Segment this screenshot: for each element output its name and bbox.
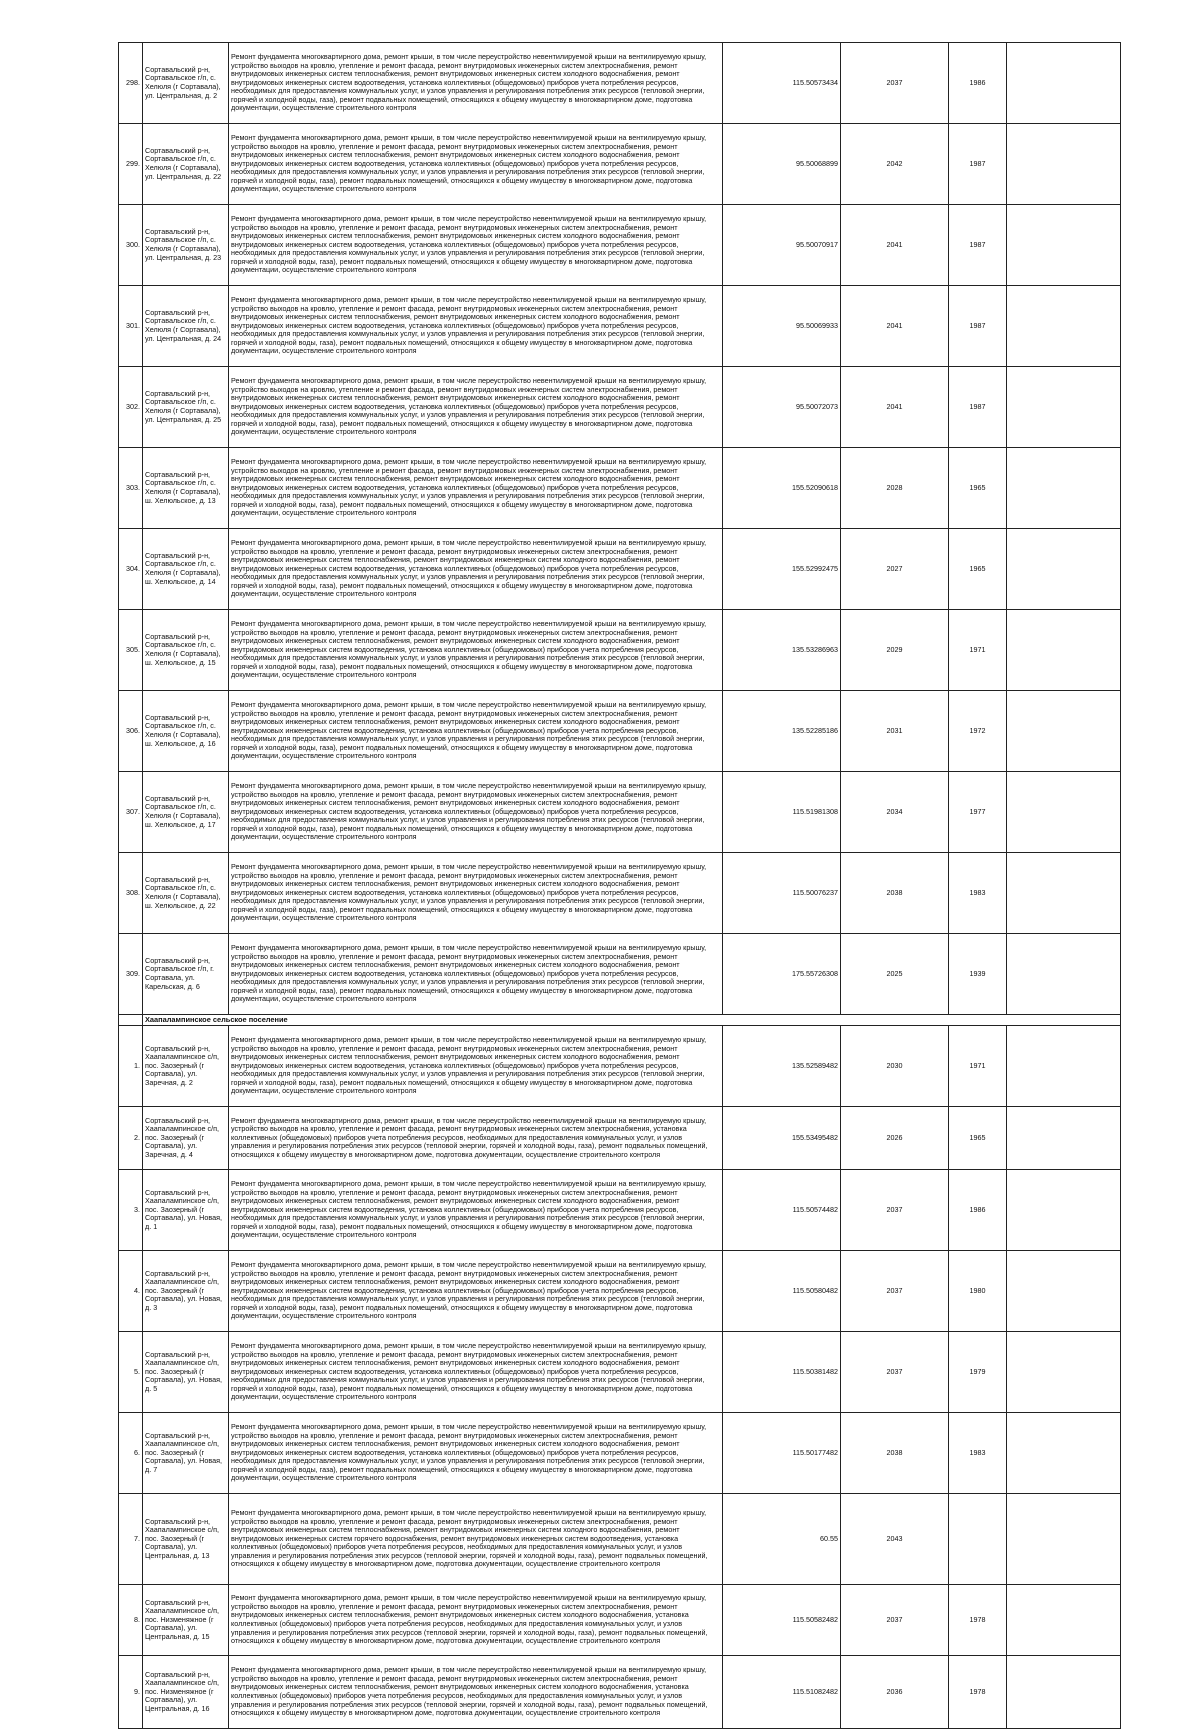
row-number: 1. bbox=[119, 1026, 143, 1107]
row-address: Сортавальский р-н, Хаапалампинское с/п, пос. Заозерный (г Сортавала), ул. Новая, д. 5 bbox=[143, 1332, 229, 1413]
row-planned-year: 2041 bbox=[841, 286, 949, 367]
row-works: Ремонт фундамента многоквартирного дома, ремонт крыши, в том числе переустройство невентилируемой крыши на вентилируемую крышу, устройство выходов на кровлю, утепление и ремонт фасада, ремонт внутридомовых инженерных систем электроснабжения, ремонт внутридомовых инженерных систем теплоснабжения, ремонт внутридомовых инженерных систем холодного водоснабжения, ремонт внутридомовых инженерных систем горячего водоснабжения, ремонт внутридомовых инженерных систем водоотведения, установка коллективных (общедомовых) приборов учета потребления ресурсов, необходимых для предоставления коммунальных услуг, и узлов управления и регулирования потребления этих ресурсов (тепловой энергии, горячей и холодной воды, газа), ремонт подвальных помещений, относящихся к общему имуществу в многоквартирном доме, подготовка документации, осуществление строительного контроля bbox=[229, 1494, 723, 1585]
table-row bbox=[119, 934, 1121, 1015]
row-build-year: 1977 bbox=[949, 772, 1007, 853]
row-address: Сортавальский р-н, Сортавальское г/п, г. Сортавала, ул. Карельская, д. 6 bbox=[143, 934, 229, 1015]
table-row bbox=[119, 1494, 1121, 1585]
row-works: Ремонт фундамента многоквартирного дома, ремонт крыши, в том числе переустройство невентилируемой крыши на вентилируемую крышу, устройство выходов на кровлю, утепление и ремонт фасада, ремонт внутридомовых инженерных систем электроснабжения, ремонт внутридомовых инженерных систем теплоснабжения, ремонт внутридомовых инженерных систем холодного водоснабжения, ремонт внутридомовых инженерных систем водоотведения, установка коллективных (общедомовых) приборов учета потребления ресурсов, необходимых для предоставления коммунальных услуг, и узлов управления и регулирования потребления этих ресурсов (тепловой энергии, горячей и холодной воды, газа), ремонт подвальных помещений, относящихся к общему имуществу в многоквартирном доме, подготовка документации, осуществление строительного контроля bbox=[229, 1026, 723, 1107]
table-row bbox=[119, 286, 1121, 367]
table-row bbox=[119, 529, 1121, 610]
row-cost: 115.51082482 bbox=[723, 1656, 841, 1729]
table-row bbox=[119, 1170, 1121, 1251]
table-row bbox=[119, 853, 1121, 934]
table-row bbox=[119, 124, 1121, 205]
row-build-year: 1986 bbox=[949, 1170, 1007, 1251]
row-planned-year: 2031 bbox=[841, 691, 949, 772]
row-empty-cell bbox=[1007, 1413, 1121, 1494]
table-row bbox=[119, 1413, 1121, 1494]
row-planned-year: 2025 bbox=[841, 934, 949, 1015]
row-address: Сортавальский р-н, Сортавальское г/п, с. Хелюля (г Сортавала), ш. Хелюльское, д. 13 bbox=[143, 448, 229, 529]
row-cost: 95.50070917 bbox=[723, 205, 841, 286]
row-number: 306. bbox=[119, 691, 143, 772]
row-empty-cell bbox=[1007, 1251, 1121, 1332]
row-build-year: 1965 bbox=[949, 448, 1007, 529]
row-empty-cell bbox=[1007, 1107, 1121, 1170]
row-planned-year: 2030 bbox=[841, 1026, 949, 1107]
row-build-year: 1983 bbox=[949, 1413, 1007, 1494]
row-works: Ремонт фундамента многоквартирного дома, ремонт крыши, в том числе переустройство невентилируемой крыши на вентилируемую крышу, устройство выходов на кровлю, утепление и ремонт фасада, ремонт внутридомовых инженерных систем электроснабжения, ремонт внутридомовых инженерных систем теплоснабжения, ремонт внутридомовых инженерных систем холодного водоснабжения, ремонт внутридомовых инженерных систем водоотведения, установка коллективных (общедомовых) приборов учета потребления ресурсов, необходимых для предоставления коммунальных услуг, и узлов управления и регулирования потребления этих ресурсов (тепловой энергии, горячей и холодной воды, газа), ремонт подвальных помещений, относящихся к общему имуществу в многоквартирном доме, подготовка документации, осуществление строительного контроля bbox=[229, 1413, 723, 1494]
row-address: Сортавальский р-н, Сортавальское г/п, с. Хелюля (г Сортавала), ул. Центральная, д. 24 bbox=[143, 286, 229, 367]
table-row bbox=[119, 1332, 1121, 1413]
row-cost: 115.50076237 bbox=[723, 853, 841, 934]
row-build-year: 1987 bbox=[949, 367, 1007, 448]
row-cost: 155.52090618 bbox=[723, 448, 841, 529]
row-build-year: 1978 bbox=[949, 1585, 1007, 1656]
row-works: Ремонт фундамента многоквартирного дома, ремонт крыши, в том числе переустройство невентилируемой крыши на вентилируемую крышу, устройство выходов на кровлю, утепление и ремонт фасада, ремонт внутридомовых инженерных систем электроснабжения, ремонт внутридомовых инженерных систем теплоснабжения, ремонт внутридомовых инженерных систем холодного водоснабжения, ремонт внутридомовых инженерных систем водоотведения, установка коллективных (общедомовых) приборов учета потребления ресурсов, необходимых для предоставления коммунальных услуг, и узлов управления и регулирования потребления этих ресурсов (тепловой энергии, горячей и холодной воды, газа), ремонт подвальных помещений, относящихся к общему имуществу в многоквартирном доме, подготовка документации, осуществление строительного контроля bbox=[229, 286, 723, 367]
row-works: Ремонт фундамента многоквартирного дома, ремонт крыши, в том числе переустройство невентилируемой крыши на вентилируемую крышу, устройство выходов на кровлю, утепление и ремонт фасада, ремонт внутридомовых инженерных систем электроснабжения, ремонт внутридомовых инженерных систем теплоснабжения, ремонт внутридомовых инженерных систем холодного водоснабжения, ремонт внутридомовых инженерных систем водоотведения, установка коллективных (общедомовых) приборов учета потребления ресурсов, необходимых для предоставления коммунальных услуг, и узлов управления и регулирования потребления этих ресурсов (тепловой энергии, горячей и холодной воды, газа), ремонт подвальных помещений, относящихся к общему имуществу в многоквартирном доме, подготовка документации, осуществление строительного контроля bbox=[229, 1251, 723, 1332]
row-address: Сортавальский р-н, Хаапалампинское с/п, пос. Заозерный (г Сортавала), ул. Новая, д. 1 bbox=[143, 1170, 229, 1251]
row-cost: 115.50381482 bbox=[723, 1332, 841, 1413]
row-works: Ремонт фундамента многоквартирного дома, ремонт крыши, в том числе переустройство невентилируемой крыши на вентилируемую крышу, устройство выходов на кровлю, утепление и ремонт фасада, ремонт внутридомовых инженерных систем электроснабжения, ремонт внутридомовых инженерных систем теплоснабжения, ремонт внутридомовых инженерных систем холодного водоснабжения, установка коллективных (общедомовых) приборов учета потребления ресурсов, необходимых для предоставления коммунальных услуг, и узлов управления и регулирования потребления этих ресурсов (тепловой энергии, горячей и холодной воды, газа), ремонт подвальных помещений, относящихся к общему имуществу в многоквартирном доме, подготовка документации, осуществление строительного контроля bbox=[229, 1656, 723, 1729]
row-planned-year: 2037 bbox=[841, 1170, 949, 1251]
table-row bbox=[119, 1585, 1121, 1656]
row-build-year: 1983 bbox=[949, 853, 1007, 934]
row-number: 9. bbox=[119, 1656, 143, 1729]
row-build-year: 1965 bbox=[949, 1107, 1007, 1170]
row-planned-year: 2028 bbox=[841, 448, 949, 529]
row-number: 305. bbox=[119, 610, 143, 691]
row-empty-cell bbox=[1007, 934, 1121, 1015]
row-cost: 155.52992475 bbox=[723, 529, 841, 610]
row-build-year: 1980 bbox=[949, 1251, 1007, 1332]
row-empty-cell bbox=[1007, 1585, 1121, 1656]
row-works: Ремонт фундамента многоквартирного дома, ремонт крыши, в том числе переустройство невентилируемой крыши на вентилируемую крышу, устройство выходов на кровлю, утепление и ремонт фасада, ремонт внутридомовых инженерных систем электроснабжения, установка коллективных (общедомовых) приборов учета потребления ресурсов, необходимых для предоставления коммунальных услуг, и узлов управления и регулирования потребления этих ресурсов (тепловой энергии, горячей и холодной воды, газа), ремонт подвальных помещений, относящихся к общему имуществу в многоквартирном доме, подготовка документации, осуществление строительного контроля bbox=[229, 1107, 723, 1170]
row-cost: 115.50573434 bbox=[723, 43, 841, 124]
row-planned-year: 2041 bbox=[841, 367, 949, 448]
row-works: Ремонт фундамента многоквартирного дома, ремонт крыши, в том числе переустройство невентилируемой крыши на вентилируемую крышу, устройство выходов на кровлю, утепление и ремонт фасада, ремонт внутридомовых инженерных систем электроснабжения, ремонт внутридомовых инженерных систем теплоснабжения, ремонт внутридомовых инженерных систем холодного водоснабжения, ремонт внутридомовых инженерных систем водоотведения, установка коллективных (общедомовых) приборов учета потребления ресурсов, необходимых для предоставления коммунальных услуг, и узлов управления и регулирования потребления этих ресурсов (тепловой энергии, горячей и холодной воды, газа), ремонт подвальных помещений, относящихся к общему имуществу в многоквартирном доме, подготовка документации, осуществление строительного контроля bbox=[229, 43, 723, 124]
row-build-year: 1939 bbox=[949, 934, 1007, 1015]
row-works: Ремонт фундамента многоквартирного дома, ремонт крыши, в том числе переустройство невентилируемой крыши на вентилируемую крышу, устройство выходов на кровлю, утепление и ремонт фасада, ремонт внутридомовых инженерных систем электроснабжения, ремонт внутридомовых инженерных систем теплоснабжения, ремонт внутридомовых инженерных систем холодного водоснабжения, ремонт внутридомовых инженерных систем водоотведения, установка коллективных (общедомовых) приборов учета потребления ресурсов, необходимых для предоставления коммунальных услуг, и узлов управления и регулирования потребления этих ресурсов (тепловой энергии, горячей и холодной воды, газа), ремонт подвальных помещений, относящихся к общему имуществу в многоквартирном доме, подготовка документации, осуществление строительного контроля bbox=[229, 691, 723, 772]
row-number: 301. bbox=[119, 286, 143, 367]
row-empty-cell bbox=[1007, 610, 1121, 691]
row-number: 300. bbox=[119, 205, 143, 286]
row-number: 309. bbox=[119, 934, 143, 1015]
row-empty-cell bbox=[1007, 529, 1121, 610]
row-works: Ремонт фундамента многоквартирного дома, ремонт крыши, в том числе переустройство невентилируемой крыши на вентилируемую крышу, устройство выходов на кровлю, утепление и ремонт фасада, ремонт внутридомовых инженерных систем электроснабжения, ремонт внутридомовых инженерных систем теплоснабжения, ремонт внутридомовых инженерных систем холодного водоснабжения, ремонт внутридомовых инженерных систем водоотведения, установка коллективных (общедомовых) приборов учета потребления ресурсов, необходимых для предоставления коммунальных услуг, и узлов управления и регулирования потребления этих ресурсов (тепловой энергии, горячей и холодной воды, газа), ремонт подвальных помещений, относящихся к общему имуществу в многоквартирном доме, подготовка документации, осуществление строительного контроля bbox=[229, 853, 723, 934]
row-works: Ремонт фундамента многоквартирного дома, ремонт крыши, в том числе переустройство невентилируемой крыши на вентилируемую крышу, устройство выходов на кровлю, утепление и ремонт фасада, ремонт внутридомовых инженерных систем электроснабжения, ремонт внутридомовых инженерных систем теплоснабжения, ремонт внутридомовых инженерных систем холодного водоснабжения, ремонт внутридомовых инженерных систем водоотведения, установка коллективных (общедомовых) приборов учета потребления ресурсов, необходимых для предоставления коммунальных услуг, и узлов управления и регулирования потребления этих ресурсов (тепловой энергии, горячей и холодной воды, газа), ремонт подвальных помещений, относящихся к общему имуществу в многоквартирном доме, подготовка документации, осуществление строительного контроля bbox=[229, 1170, 723, 1251]
row-works: Ремонт фундамента многоквартирного дома, ремонт крыши, в том числе переустройство невентилируемой крыши на вентилируемую крышу, устройство выходов на кровлю, утепление и ремонт фасада, ремонт внутридомовых инженерных систем электроснабжения, ремонт внутридомовых инженерных систем теплоснабжения, ремонт внутридомовых инженерных систем холодного водоснабжения, ремонт внутридомовых инженерных систем водоотведения, установка коллективных (общедомовых) приборов учета потребления ресурсов, необходимых для предоставления коммунальных услуг, и узлов управления и регулирования потребления этих ресурсов (тепловой энергии, горячей и холодной воды, газа), ремонт подвальных помещений, относящихся к общему имуществу в многоквартирном доме, подготовка документации, осуществление строительного контроля bbox=[229, 448, 723, 529]
row-number: 3. bbox=[119, 1170, 143, 1251]
row-cost: 115.51981308 bbox=[723, 772, 841, 853]
row-address: Сортавальский р-н, Сортавальское г/п, с. Хелюля (г Сортавала), ул. Центральная, д. 2 bbox=[143, 43, 229, 124]
row-empty-cell bbox=[1007, 1494, 1121, 1585]
row-build-year: 1971 bbox=[949, 1026, 1007, 1107]
row-number: 307. bbox=[119, 772, 143, 853]
row-number: 5. bbox=[119, 1332, 143, 1413]
row-empty-cell bbox=[1007, 1332, 1121, 1413]
row-number: 303. bbox=[119, 448, 143, 529]
row-build-year: 1987 bbox=[949, 205, 1007, 286]
row-address: Сортавальский р-н, Сортавальское г/п, с. Хелюля (г Сортавала), ул. Центральная, д. 23 bbox=[143, 205, 229, 286]
row-planned-year: 2037 bbox=[841, 43, 949, 124]
row-planned-year: 2029 bbox=[841, 610, 949, 691]
row-number: 304. bbox=[119, 529, 143, 610]
row-cost: 115.50574482 bbox=[723, 1170, 841, 1251]
table-row bbox=[119, 205, 1121, 286]
row-address: Сортавальский р-н, Хаапалампинское с/п, пос. Заозерный (г Сортавала), ул. Заречная, д. 4 bbox=[143, 1107, 229, 1170]
row-works: Ремонт фундамента многоквартирного дома, ремонт крыши, в том числе переустройство невентилируемой крыши на вентилируемую крышу, устройство выходов на кровлю, утепление и ремонт фасада, ремонт внутридомовых инженерных систем электроснабжения, ремонт внутридомовых инженерных систем теплоснабжения, ремонт внутридомовых инженерных систем холодного водоснабжения, ремонт внутридомовых инженерных систем водоотведения, установка коллективных (общедомовых) приборов учета потребления ресурсов, необходимых для предоставления коммунальных услуг, и узлов управления и регулирования потребления этих ресурсов (тепловой энергии, горячей и холодной воды, газа), ремонт подвальных помещений, относящихся к общему имуществу в многоквартирном доме, подготовка документации, осуществление строительного контроля bbox=[229, 772, 723, 853]
row-planned-year: 2037 bbox=[841, 1585, 949, 1656]
row-number: 4. bbox=[119, 1251, 143, 1332]
row-planned-year: 2042 bbox=[841, 124, 949, 205]
row-address: Сортавальский р-н, Хаапалампинское с/п, пос. Заозерный (г Сортавала), ул. Новая, д. 3 bbox=[143, 1251, 229, 1332]
row-empty-cell bbox=[1007, 448, 1121, 529]
row-works: Ремонт фундамента многоквартирного дома, ремонт крыши, в том числе переустройство невентилируемой крыши на вентилируемую крышу, устройство выходов на кровлю, утепление и ремонт фасада, ремонт внутридомовых инженерных систем электроснабжения, ремонт внутридомовых инженерных систем теплоснабжения, ремонт внутридомовых инженерных систем холодного водоснабжения, ремонт внутридомовых инженерных систем водоотведения, установка коллективных (общедомовых) приборов учета потребления ресурсов, необходимых для предоставления коммунальных услуг, и узлов управления и регулирования потребления этих ресурсов (тепловой энергии, горячей и холодной воды, газа), ремонт подвальных помещений, относящихся к общему имуществу в многоквартирном доме, подготовка документации, осуществление строительного контроля bbox=[229, 367, 723, 448]
row-build-year: 1972 bbox=[949, 691, 1007, 772]
row-works: Ремонт фундамента многоквартирного дома, ремонт крыши, в том числе переустройство невентилируемой крыши на вентилируемую крышу, устройство выходов на кровлю, утепление и ремонт фасада, ремонт внутридомовых инженерных систем электроснабжения, ремонт внутридомовых инженерных систем теплоснабжения, ремонт внутридомовых инженерных систем холодного водоснабжения, ремонт внутридомовых инженерных систем водоотведения, установка коллективных (общедомовых) приборов учета потребления ресурсов, необходимых для предоставления коммунальных услуг, и узлов управления и регулирования потребления этих ресурсов (тепловой энергии, горячей и холодной воды, газа), ремонт подвальных помещений, относящихся к общему имуществу в многоквартирном доме, подготовка документации, осуществление строительного контроля bbox=[229, 610, 723, 691]
row-address: Сортавальский р-н, Хаапалампинское с/п, пос. Низменяжное (г Сортавала), ул. Центральная, д. 15 bbox=[143, 1585, 229, 1656]
row-planned-year: 2041 bbox=[841, 205, 949, 286]
row-number: 308. bbox=[119, 853, 143, 934]
row-cost: 60.55 bbox=[723, 1494, 841, 1585]
row-cost: 175.55726308 bbox=[723, 934, 841, 1015]
row-cost: 135.53286963 bbox=[723, 610, 841, 691]
row-works: Ремонт фундамента многоквартирного дома, ремонт крыши, в том числе переустройство невентилируемой крыши на вентилируемую крышу, устройство выходов на кровлю, утепление и ремонт фасада, ремонт внутридомовых инженерных систем электроснабжения, ремонт внутридомовых инженерных систем теплоснабжения, ремонт внутридомовых инженерных систем холодного водоснабжения, ремонт внутридомовых инженерных систем водоотведения, установка коллективных (общедомовых) приборов учета потребления ресурсов, необходимых для предоставления коммунальных услуг, и узлов управления и регулирования потребления этих ресурсов (тепловой энергии, горячей и холодной воды, газа), ремонт подвальных помещений, относящихся к общему имуществу в многоквартирном доме, подготовка документации, осуществление строительного контроля bbox=[229, 124, 723, 205]
row-planned-year: 2036 bbox=[841, 1656, 949, 1729]
row-empty-cell bbox=[1007, 1170, 1121, 1251]
row-address: Сортавальский р-н, Сортавальское г/п, с. Хелюля (г Сортавала), ш. Хелюльское, д. 16 bbox=[143, 691, 229, 772]
row-empty-cell bbox=[1007, 43, 1121, 124]
row-cost: 115.50580482 bbox=[723, 1251, 841, 1332]
row-address: Сортавальский р-н, Сортавальское г/п, с. Хелюля (г Сортавала), ш. Хелюльское, д. 15 bbox=[143, 610, 229, 691]
row-number: 8. bbox=[119, 1585, 143, 1656]
row-address: Сортавальский р-н, Хаапалампинское с/п, пос. Заозерный (г Сортавала), ул. Заречная, д. 2 bbox=[143, 1026, 229, 1107]
row-address: Сортавальский р-н, Сортавальское г/п, с. Хелюля (г Сортавала), ш. Хелюльское, д. 17 bbox=[143, 772, 229, 853]
row-address: Сортавальский р-н, Сортавальское г/п, с. Хелюля (г Сортавала), ул. Центральная, д. 22 bbox=[143, 124, 229, 205]
row-works: Ремонт фундамента многоквартирного дома, ремонт крыши, в том числе переустройство невентилируемой крыши на вентилируемую крышу, устройство выходов на кровлю, утепление и ремонт фасада, ремонт внутридомовых инженерных систем электроснабжения, ремонт внутридомовых инженерных систем теплоснабжения, ремонт внутридомовых инженерных систем холодного водоснабжения, ремонт внутридомовых инженерных систем водоотведения, установка коллективных (общедомовых) приборов учета потребления ресурсов, необходимых для предоставления коммунальных услуг, и узлов управления и регулирования потребления этих ресурсов (тепловой энергии, горячей и холодной воды, газа), ремонт подвальных помещений, относящихся к общему имуществу в многоквартирном доме, подготовка документации, осуществление строительного контроля bbox=[229, 529, 723, 610]
row-empty-cell bbox=[1007, 124, 1121, 205]
row-number: 2. bbox=[119, 1107, 143, 1170]
row-cost: 95.50068899 bbox=[723, 124, 841, 205]
table-row bbox=[119, 1107, 1121, 1170]
table-row bbox=[119, 1026, 1121, 1107]
row-build-year: 1979 bbox=[949, 1332, 1007, 1413]
row-works: Ремонт фундамента многоквартирного дома, ремонт крыши, в том числе переустройство невентилируемой крыши на вентилируемую крышу, устройство выходов на кровлю, утепление и ремонт фасада, ремонт внутридомовых инженерных систем электроснабжения, ремонт внутридомовых инженерных систем теплоснабжения, ремонт внутридомовых инженерных систем холодного водоснабжения, ремонт внутридомовых инженерных систем водоотведения, установка коллективных (общедомовых) приборов учета потребления ресурсов, необходимых для предоставления коммунальных услуг, и узлов управления и регулирования потребления этих ресурсов (тепловой энергии, горячей и холодной воды, газа), ремонт подвальных помещений, относящихся к общему имуществу в многоквартирном доме, подготовка документации, осуществление строительного контроля bbox=[229, 934, 723, 1015]
row-empty-cell bbox=[1007, 205, 1121, 286]
row-cost: 135.52285186 bbox=[723, 691, 841, 772]
row-address: Сортавальский р-н, Хаапалампинское с/п, пос. Заозерный (г Сортавала), ул. Центральная, д. 13 bbox=[143, 1494, 229, 1585]
row-cost: 155.53495482 bbox=[723, 1107, 841, 1170]
table-row bbox=[119, 610, 1121, 691]
row-planned-year: 2026 bbox=[841, 1107, 949, 1170]
row-empty-cell bbox=[1007, 1026, 1121, 1107]
row-empty-cell bbox=[1007, 367, 1121, 448]
row-works: Ремонт фундамента многоквартирного дома, ремонт крыши, в том числе переустройство невентилируемой крыши на вентилируемую крышу, устройство выходов на кровлю, утепление и ремонт фасада, ремонт внутридомовых инженерных систем электроснабжения, ремонт внутридомовых инженерных систем теплоснабжения, ремонт внутридомовых инженерных систем холодного водоснабжения, установка коллективных (общедомовых) приборов учета потребления ресурсов, необходимых для предоставления коммунальных услуг, и узлов управления и регулирования потребления этих ресурсов (тепловой энергии, горячей и холодной воды, газа), ремонт подвальных помещений, относящихся к общему имуществу в многоквартирном доме, подготовка документации, осуществление строительного контроля bbox=[229, 1585, 723, 1656]
row-build-year: 1971 bbox=[949, 610, 1007, 691]
table-row bbox=[119, 1656, 1121, 1729]
row-empty-cell bbox=[1007, 1656, 1121, 1729]
row-cost: 115.50177482 bbox=[723, 1413, 841, 1494]
row-empty-cell bbox=[1007, 772, 1121, 853]
row-number: 298. bbox=[119, 43, 143, 124]
row-address: Сортавальский р-н, Сортавальское г/п, с. Хелюля (г Сортавала), ш. Хелюльское, д. 22 bbox=[143, 853, 229, 934]
row-empty-cell bbox=[1007, 691, 1121, 772]
table-row bbox=[119, 448, 1121, 529]
row-cost: 115.50582482 bbox=[723, 1585, 841, 1656]
section-number-cell bbox=[119, 1015, 143, 1026]
row-address: Сортавальский р-н, Хаапалампинское с/п, пос. Низменяжное (г Сортавала), ул. Центральная, д. 16 bbox=[143, 1656, 229, 1729]
row-cost: 95.50072073 bbox=[723, 367, 841, 448]
row-build-year: 1986 bbox=[949, 43, 1007, 124]
row-number: 302. bbox=[119, 367, 143, 448]
row-build-year: 1987 bbox=[949, 286, 1007, 367]
row-works: Ремонт фундамента многоквартирного дома, ремонт крыши, в том числе переустройство невентилируемой крыши на вентилируемую крышу, устройство выходов на кровлю, утепление и ремонт фасада, ремонт внутридомовых инженерных систем электроснабжения, ремонт внутридомовых инженерных систем теплоснабжения, ремонт внутридомовых инженерных систем холодного водоснабжения, ремонт внутридомовых инженерных систем водоотведения, установка коллективных (общедомовых) приборов учета потребления ресурсов, необходимых для предоставления коммунальных услуг, и узлов управления и регулирования потребления этих ресурсов (тепловой энергии, горячей и холодной воды, газа), ремонт подвальных помещений, относящихся к общему имуществу в многоквартирном доме, подготовка документации, осуществление строительного контроля bbox=[229, 205, 723, 286]
repair-program-table bbox=[118, 42, 1121, 1729]
row-number: 6. bbox=[119, 1413, 143, 1494]
row-works: Ремонт фундамента многоквартирного дома, ремонт крыши, в том числе переустройство невентилируемой крыши на вентилируемую крышу, устройство выходов на кровлю, утепление и ремонт фасада, ремонт внутридомовых инженерных систем электроснабжения, ремонт внутридомовых инженерных систем теплоснабжения, ремонт внутридомовых инженерных систем холодного водоснабжения, ремонт внутридомовых инженерных систем водоотведения, установка коллективных (общедомовых) приборов учета потребления ресурсов, необходимых для предоставления коммунальных услуг, и узлов управления и регулирования потребления этих ресурсов (тепловой энергии, горячей и холодной воды, газа), ремонт подвальных помещений, относящихся к общему имуществу в многоквартирном доме, подготовка документации, осуществление строительного контроля bbox=[229, 1332, 723, 1413]
row-planned-year: 2043 bbox=[841, 1494, 949, 1585]
row-empty-cell bbox=[1007, 286, 1121, 367]
row-number: 299. bbox=[119, 124, 143, 205]
table-row bbox=[119, 1251, 1121, 1332]
row-build-year: 1978 bbox=[949, 1656, 1007, 1729]
row-planned-year: 2027 bbox=[841, 529, 949, 610]
table-row bbox=[119, 691, 1121, 772]
table-body bbox=[119, 43, 1121, 1729]
row-planned-year: 2034 bbox=[841, 772, 949, 853]
table-row bbox=[119, 43, 1121, 124]
row-build-year bbox=[949, 1494, 1007, 1585]
row-planned-year: 2038 bbox=[841, 1413, 949, 1494]
row-planned-year: 2037 bbox=[841, 1332, 949, 1413]
row-planned-year: 2037 bbox=[841, 1251, 949, 1332]
table-row bbox=[119, 367, 1121, 448]
section-row bbox=[119, 1015, 1121, 1026]
section-title: Хаапалампинское сельское поселение bbox=[143, 1015, 1121, 1026]
row-number: 7. bbox=[119, 1494, 143, 1585]
row-build-year: 1987 bbox=[949, 124, 1007, 205]
row-empty-cell bbox=[1007, 853, 1121, 934]
row-address: Сортавальский р-н, Хаапалампинское с/п, пос. Заозерный (г Сортавала), ул. Новая, д. 7 bbox=[143, 1413, 229, 1494]
table-row bbox=[119, 772, 1121, 853]
row-build-year: 1965 bbox=[949, 529, 1007, 610]
row-planned-year: 2038 bbox=[841, 853, 949, 934]
row-cost: 95.50069933 bbox=[723, 286, 841, 367]
row-address: Сортавальский р-н, Сортавальское г/п, с. Хелюля (г Сортавала), ул. Центральная, д. 25 bbox=[143, 367, 229, 448]
row-cost: 135.52589482 bbox=[723, 1026, 841, 1107]
row-address: Сортавальский р-н, Сортавальское г/п, с. Хелюля (г Сортавала), ш. Хелюльское, д. 14 bbox=[143, 529, 229, 610]
document-page bbox=[118, 42, 1120, 1729]
